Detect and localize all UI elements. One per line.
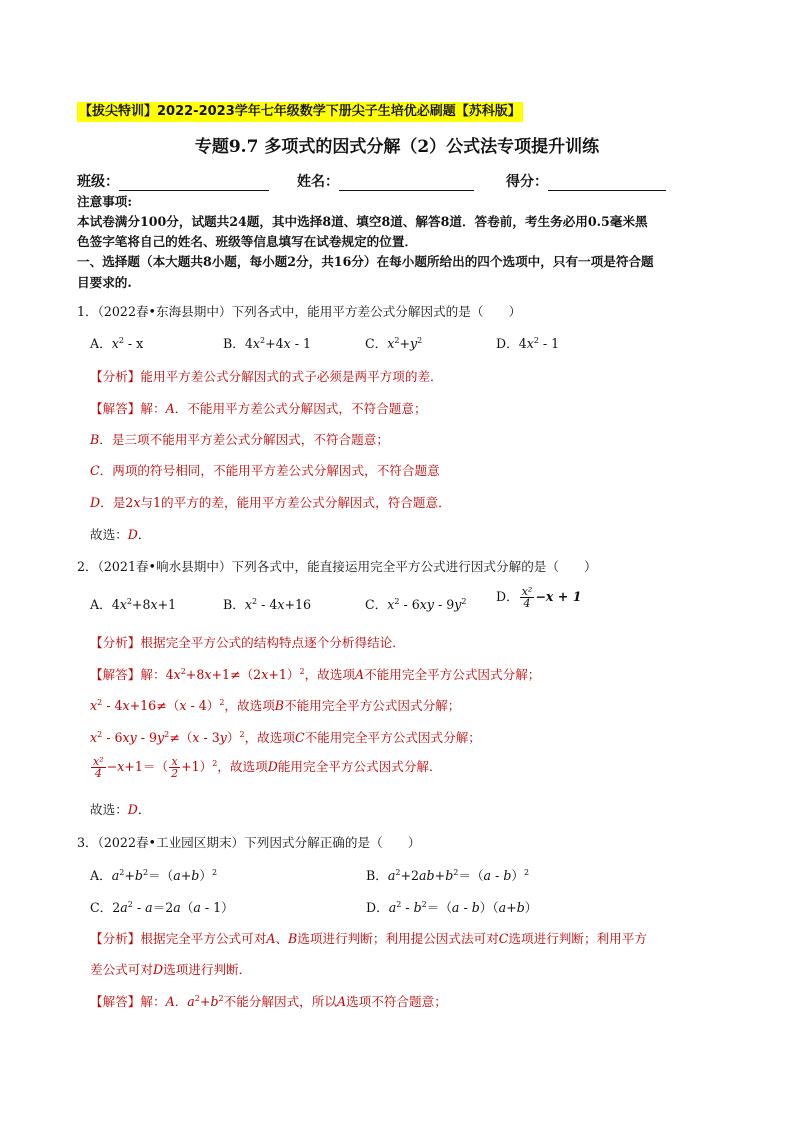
q3-option-d: D．$a^2 - b^2=(a - b)(a+b)$ xyxy=(366,900,538,915)
q2-option-d: D． $\frac{\text{x²}}{4}$ −x + 1 xyxy=(496,585,582,610)
fraction: $\frac{x}{2}$ xyxy=(171,755,179,780)
q3-option-c: C．$2a^2 - a=2a(a - 1)$ xyxy=(90,900,234,915)
score-field xyxy=(506,171,666,191)
page-title: 专题9.7 多项式的因式分解（2）公式法专项提升训练 xyxy=(194,137,600,157)
q3-stem: 3．（2022春•工业园区期末）下列因式分解正确的是（ ） xyxy=(77,835,421,850)
q2-analysis: 【分析】根据完全平方公式的结构特点逐个分析得结论． xyxy=(90,635,405,650)
q1-answer-line-4: D．是2x与1的平方的差，能用平方差公式分解因式，符合题意． xyxy=(90,495,451,510)
score-label: 得分： xyxy=(506,174,548,190)
q2-answer-line-1: 【解答】解：$4x^2+8x+1\ne(2x+1)^2$，故选项A不能用完全平方公式因式分解； xyxy=(90,667,541,682)
q1-answer-line-3: C．两项的符号相同，不能用平方差公式分解因式，不符合题意 xyxy=(90,463,440,478)
notes-heading: 注意事项: xyxy=(77,194,133,209)
q2-answer-line-3: $x^2 - 6xy - 9y^2\ne(x - 3y)^2$，故选项C不能用完全平方公式因式分解； xyxy=(90,730,481,745)
name-label: 姓名： xyxy=(297,174,339,190)
class-blank[interactable] xyxy=(119,176,269,191)
name-field xyxy=(297,171,474,191)
q1-choice: 故选：D． xyxy=(90,527,151,542)
fraction: $\frac{\text{x²}}{4}$ xyxy=(521,585,533,610)
q1-option-b: B．$4x^2+4x - 1$ xyxy=(223,336,312,351)
notes-line-2: 色签字笔将自己的姓名、班级等信息填写在试卷规定的位置． xyxy=(77,234,418,249)
section-1-heading xyxy=(77,253,654,271)
q3-analysis-line-1: 【分析】根据完全平方公式可对A、B选项进行判断；利用提公因式法可对C选项进行判断；利用平方 xyxy=(90,931,647,946)
section-1-title: 一、选择题（本大题共8小题，每小题2分，共16分） xyxy=(77,254,377,269)
top-banner: 【拔尖特训】2022-2023学年七年级数学下册尖子生培优必刷题【苏科版】 xyxy=(77,102,523,122)
class-field xyxy=(77,171,269,191)
q1-option-d: D．$4x^2 - 1$ xyxy=(496,336,560,351)
notes-line-1: 本试卷满分100分，试题共24题，其中选择8道、填空8道、解答8道．答卷前，考生务必用0.5毫米黑 xyxy=(77,214,648,229)
q3-option-b: B．$a^2+2ab+b^2=(a - b)^2$ xyxy=(366,868,530,883)
name-blank[interactable] xyxy=(339,176,474,191)
q1-stem: 1．（2022春•东海县期中）下列各式中，能用平方差公式分解因式的是（ ） xyxy=(77,304,522,319)
q3-analysis-line-2: 差公式可对D选项进行判断． xyxy=(90,962,252,977)
section-1-desc-cont: 目要求的. xyxy=(77,275,132,290)
q2-stem: 2．（2021春•响水县期中）下列各式中，能直接运用完全平方公式进行因式分解的是（ ） xyxy=(77,559,597,574)
score-blank[interactable] xyxy=(548,176,666,191)
q1-answer-line-1: 【解答】解：A．不能用平方差公式分解因式，不符合题意； xyxy=(90,401,427,416)
q2-option-a: A．$4x^2+8x+1$ xyxy=(90,597,177,612)
q1-answer-line-2: B．是三项不能用平方差公式分解因式，不符合题意； xyxy=(90,432,389,447)
q1-analysis: 【分析】能用平方差公式分解因式的式子必须是两平方项的差． xyxy=(90,369,443,384)
q1-option-c: C．$x^2+y^2$ xyxy=(365,336,423,351)
q2-option-b: B．$x^2 - 4x+16$ xyxy=(223,597,312,612)
q2-answer-line-2: $x^2 - 4x+16\ne(x - 4)^2$，故选项B不能用完全平方公式因式分解； xyxy=(90,698,461,713)
q2-answer-line-4: $\frac{\text{x²}}{4}$ −x+1＝（ $\frac{x}{2}$ +1）$^2$，故选项D能用完全平方公式因式分解． xyxy=(93,755,442,780)
class-label: 班级： xyxy=(77,174,119,190)
q1-option-a: A．$x^2$ - x xyxy=(90,336,144,351)
q3-answer-line-1: 【解答】解：A．$a^2+b^2$不能分解因式，所以A选项不符合题意； xyxy=(90,994,447,1009)
q2-option-c: C．$x^2 - 6xy - 9y^2$ xyxy=(365,597,467,612)
fraction: $\frac{\text{x²}}{4}$ xyxy=(93,755,104,780)
section-1-desc: 在每小题所给出的四个选项中，只有一项是符合题 xyxy=(376,254,654,269)
q3-option-a: A．$a^2+b^2=(a+b)^2$ xyxy=(90,868,218,883)
q2-choice: 故选：D． xyxy=(90,802,151,817)
